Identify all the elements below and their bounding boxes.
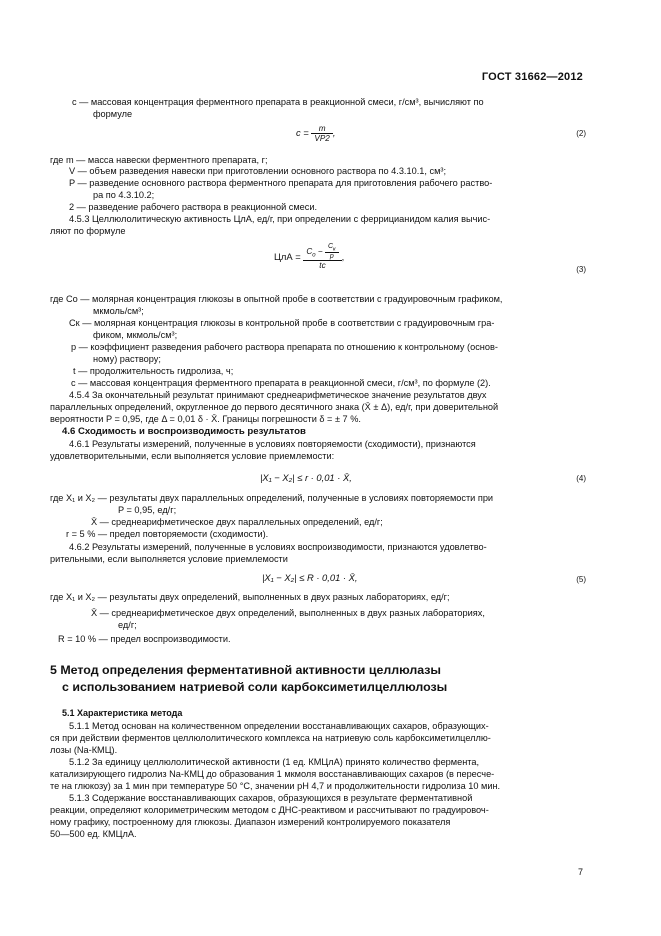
document-code: ГОСТ 31662—2012 — [481, 71, 583, 83]
para-5-1-1-line-1: 5.1.1 Метод основан на количественном определении восстанавливающих сахаров, образующих- — [69, 721, 489, 731]
equation-3-co-sub: о — [312, 252, 316, 259]
para-4-5-3-line-2: ляют по формуле — [50, 226, 126, 236]
para-5-1-2-line-2: катализирующего гидролиз Na-КМЦ до образования 1 мкмоля восстанавливающих сахаров (в пересче- — [50, 769, 495, 779]
para-4-5-3-line-1: 4.5.3 Целлюлолитическую активность ЦлА, ед/г, при определении с феррицианидом калия вычис- — [69, 214, 491, 224]
p-definition-line-2: ра по 4.3.10.2; — [93, 190, 155, 200]
R-definition: R = 10 % — предел воспроизводимости. — [58, 634, 231, 644]
equation-3-number: (3) — [576, 265, 586, 274]
page-number: 7 — [577, 867, 583, 877]
para-4-5-4-line-2: параллельных определений, округленное до первого десятичного знака (X̄ ± Δ), ед/г, при доверительной — [50, 402, 499, 412]
para-4-5-4-line-3: вероятности P = 0,95, где Δ = 0,01 δ · X̄. Границы погрешности δ = ± 7 %. — [50, 414, 361, 424]
para-5-1-3-line-4: 50—500 ед. КМЦлА. — [50, 829, 137, 839]
equation-3-lhs: ЦлА = — [274, 251, 304, 263]
equation-3-ck: C — [327, 243, 334, 250]
r-definition: r = 5 % — предел повторяемости (сходимости). — [66, 529, 269, 539]
equation-3 — [274, 243, 344, 270]
equation-2-lhs: c = — [296, 126, 312, 138]
co-definition-line-2: мкмоль/см³; — [93, 306, 144, 316]
equation-3-co: C — [306, 246, 313, 256]
para-4-6-1-line-2: удовлетворительными, если выполняется условие приемлемости: — [50, 451, 335, 461]
equation-2-tail: , — [332, 126, 336, 138]
p-coef-definition-line-1: p — коэффициент разведения рабочего раствора препарата по отношению к контрольному (основ- — [71, 342, 498, 352]
x1-x2-definition-line-1: где X₁ и X₂ — результаты двух параллельных определений, полученные в условиях повторяемости при — [50, 493, 494, 503]
para-5-1-3-line-1: 5.1.3 Содержание восстанавливающих сахаров, образующихся в результате ферментативной — [69, 793, 473, 803]
section-4-6-heading: 4.6 Сходимость и воспроизводимость результатов — [62, 426, 306, 437]
xbar2-definition-line-2: ед/г; — [118, 620, 137, 630]
p-coef-definition-line-2: ному) раствору; — [93, 354, 161, 364]
c-definition-line-2: формуле — [93, 109, 133, 119]
equation-3-inner-numerator — [325, 243, 339, 253]
para-5-1-2-line-3: те на глюкозу) за 1 мин при температуре 50 °С, значении pH 4,7 и продолжительности гидролиза 10 мин. — [50, 781, 501, 791]
para-4-6-2-line-2: рительными, если выполняется условие приемлемости — [50, 554, 288, 564]
para-5-1-1-line-3: лозы (Na-КМЦ). — [50, 745, 118, 755]
t-definition: t — продолжительность гидролиза, ч; — [73, 366, 234, 376]
ck-definition-line-1: Cк — молярная концентрация глюкозы в контрольной пробе в соответствии с градуировочным гра- — [69, 318, 495, 328]
para-4-5-4-line-1: 4.5.4 За окончательный результат принимают среднеарифметическое значение результатов двух — [69, 390, 487, 400]
equation-3-numerator — [303, 243, 341, 261]
equation-5-number: (5) — [576, 575, 586, 584]
section-5-1-heading: 5.1 Характеристика метода — [62, 708, 183, 718]
two-definition: 2 — разведение рабочего раствора в реакционной смеси. — [69, 202, 318, 212]
equation-3-minus: − — [315, 246, 325, 256]
para-4-6-2-line-1: 4.6.2 Результаты измерений, полученные в условиях воспроизводимости, признаются удовлетво- — [69, 542, 487, 552]
c-definition-line-1: c — массовая концентрация ферментного препарата в реакционной смеси, г/см³, вычисляют по — [72, 97, 484, 107]
para-5-1-3-line-3: ному графику, построенному для глюкозы. Диапазон измерений контролируемого показателя — [50, 817, 451, 827]
section-5-heading-line-1: 5 Метод определения ферментативной активности целлюлазы — [50, 663, 442, 677]
para-5-1-1-line-2: ся при действии ферментов целлюлолитического комплекса на натриевую соль карбоксиметилцеллю- — [50, 733, 491, 743]
equation-3-tail: , — [341, 251, 345, 263]
section-5-heading-line-2: с использованием натриевой соли карбоксиметилцеллюлозы — [62, 680, 448, 694]
para-5-1-2-line-1: 5.1.2 За единицу целлюлолитической активности (1 ед. КМЦлА) принято количество фермента, — [69, 757, 480, 767]
co-definition-line-1: где Cо — молярная концентрация глюкозы в опытной пробе в соответствии с градуировочным графиком, — [50, 294, 503, 304]
para-4-6-1-line-1: 4.6.1 Результаты измерений, полученные в условиях повторяемости (сходимости), признаются — [69, 439, 476, 449]
equation-3-ck-sub: к — [333, 246, 336, 253]
x1-x2-b-definition: где X₁ и X₂ — результаты двух определений, выполненных в двух разных лабораториях, ед/г; — [50, 592, 450, 602]
equation-2 — [296, 124, 335, 143]
equation-3-inner-fraction — [325, 243, 339, 260]
equation-4: |X₁ − X₂| ≤ r · 0,01 · X̄, — [260, 472, 352, 483]
equation-5: |X₁ − X₂| ≤ R · 0,01 · X̄, — [262, 572, 358, 583]
ck-definition-line-2: фиком, мкмоль/см³; — [93, 330, 178, 340]
xbar2-definition-line-1: X̄ — среднеарифметическое двух определений, выполненных в двух разных лабораториях, — [91, 608, 485, 618]
c-concentration-definition: c — массовая концентрация ферментного препарата в реакционной смеси, г/см³, по формуле (2). — [71, 378, 491, 388]
v-definition: V — объем разведения навески при приготовлении основного раствора по 4.3.10.1, см³; — [69, 166, 446, 176]
equation-2-number: (2) — [576, 129, 586, 138]
equation-3-fraction — [303, 243, 341, 270]
p-definition-line-1: P — разведение основного раствора ферментного препарата для приготовления рабочего раство- — [69, 178, 493, 188]
para-5-1-3-line-2: реакции, определяют колориметрическим методом с ДНС-реактивом и рассчитывают по градуировоч- — [50, 805, 489, 815]
equation-4-number: (4) — [576, 474, 586, 483]
equation-2-fraction — [311, 124, 332, 143]
equation-2-denominator: VP2 — [314, 134, 330, 143]
equation-2-numerator: m — [311, 124, 332, 134]
x1-x2-definition-line-2: P = 0,95, ед/г; — [118, 505, 177, 515]
xbar-definition: X̄ — среднеарифметическое двух параллельных определений, ед/г; — [91, 517, 383, 527]
equation-3-inner-denominator: p — [329, 253, 334, 261]
m-definition: где m — масса навески ферментного препарата, г; — [50, 155, 268, 165]
equation-3-denominator: tc — [319, 261, 326, 271]
